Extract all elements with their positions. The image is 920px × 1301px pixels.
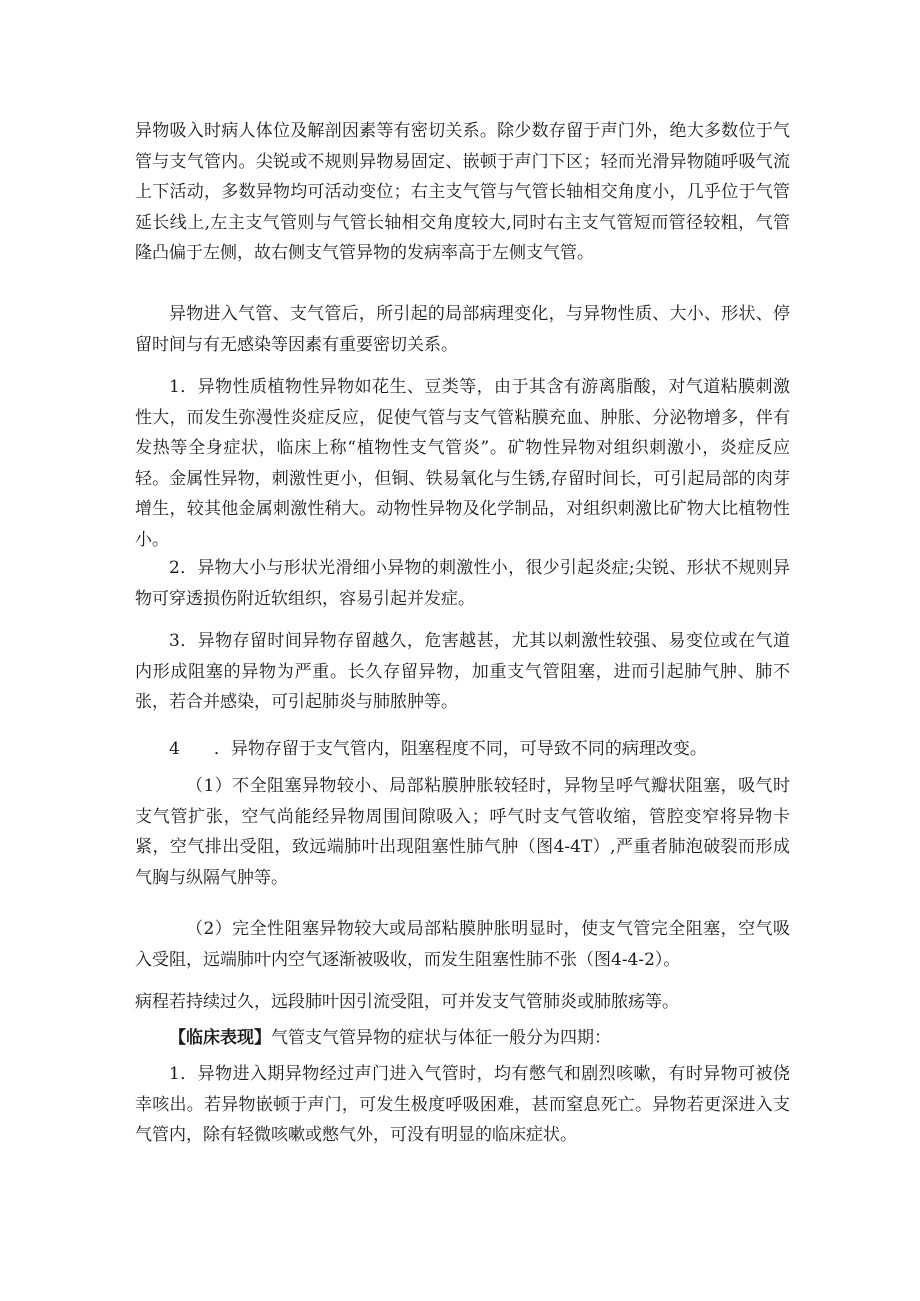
paragraph-anatomy: 异物吸入时病人体位及解剖因素等有密切关系。除少数存留于声门外，绝大多数位于气管与支气管内。尖锐或不规则异物易固定、嵌顿于声门下区；轻而光滑异物随呼吸气流上下活动，多数异物均可活动变位；右主支气管与气管长轴相交角度小，几乎位于气管延长线上,左主支气管则与气管长轴相交角度较大,同时右主支气管短而管径较粗，气管隆凸偏于左侧，故右侧支气管异物的发病率高于左侧支气管。 <box>135 121 790 263</box>
paragraph-partial-obstruction: （1）不全阻塞异物较小、局部粘膜肿胀较轻时，异物呈呼气瓣状阻塞，吸气时支气管扩张，空气尚能经异物周围间隙吸入；呼气时支气管收缩，管腔变窄将异物卡紧，空气排出受阻，致远端肺叶出现阻塞性肺气肿（图4-4T）,严重者肺泡破裂而形成气胸与纵隔气肿等。 <box>135 776 790 888</box>
paragraph-foreign-body-size: 2．异物大小与形状光滑细小异物的刺激性小，很少引起炎症;尖锐、形状不规则异物可穿透损伤附近软组织，容易引起并发症。 <box>135 558 790 609</box>
paragraph-clinical-intro <box>135 1023 790 1054</box>
paragraph-prolonged-course: 病程若持续过久，远段肺叶因引流受阻，可并发支气管肺炎或肺脓疡等。 <box>135 992 679 1012</box>
paragraph-entry-stage: 1．异物进入期异物经过声门进入气管时，均有憋气和剧烈咳嗽，有时异物可被侥幸咳出。若异物嵌顿于声门，可发生极度呼吸困难，甚而窒息死亡。异物若更深进入支气管内，除有轻微咳嗽或憋气外，可没有明显的临床症状。 <box>135 1064 790 1145</box>
paragraph-retention-time: 3．异物存留时间异物存留越久，危害越甚，尤其以刺激性较强、易变位或在气道内形成阻塞的异物为严重。长久存留异物，加重支气管阻塞，进而引起肺气肿、肺不张，若合并感染，可引起肺炎与肺脓肿等。 <box>135 631 790 712</box>
paragraph-obstruction-degree: 4 ．异物存留于支气管内，阻塞程度不同，可导致不同的病理改变。 <box>169 739 707 759</box>
paragraph-foreign-body-nature: 1．异物性质植物性异物如花生、豆类等，由于其含有游离脂酸，对气道粘膜刺激性大，而发生弥漫性炎症反应，促使气管与支气管粘膜充血、肿胀、分泌物增多，伴有发热等全身症状，临床上称“植物性支气管炎”。矿物性异物对组织刺激小，炎症反应轻。金属性异物，刺激性更小，但铜、铁易氧化与生锈,存留时间长，可引起局部的肉芽增生，较其他金属刺激性稍大。动物性异物及化学制品，对组织刺激比矿物大比植物性小。 <box>135 377 790 550</box>
paragraph-complete-obstruction: （2）完全性阻塞异物较大或局部粘膜肿胀明显时，使支气管完全阻塞，空气吸入受阻，远端肺叶内空气逐渐被吸收，而发生阻塞性肺不张（图4-4-2）。 <box>135 919 790 970</box>
paragraph-pathology-intro: 异物进入气管、支气管后，所引起的局部病理变化，与异物性质、大小、形状、停留时间与有无感染等因素有重要密切关系。 <box>135 304 790 355</box>
clinical-intro-text: 气管支气管异物的症状与体征一般分为四期： <box>271 1028 611 1048</box>
section-heading-clinical: 【临床表现】 <box>169 1028 271 1048</box>
